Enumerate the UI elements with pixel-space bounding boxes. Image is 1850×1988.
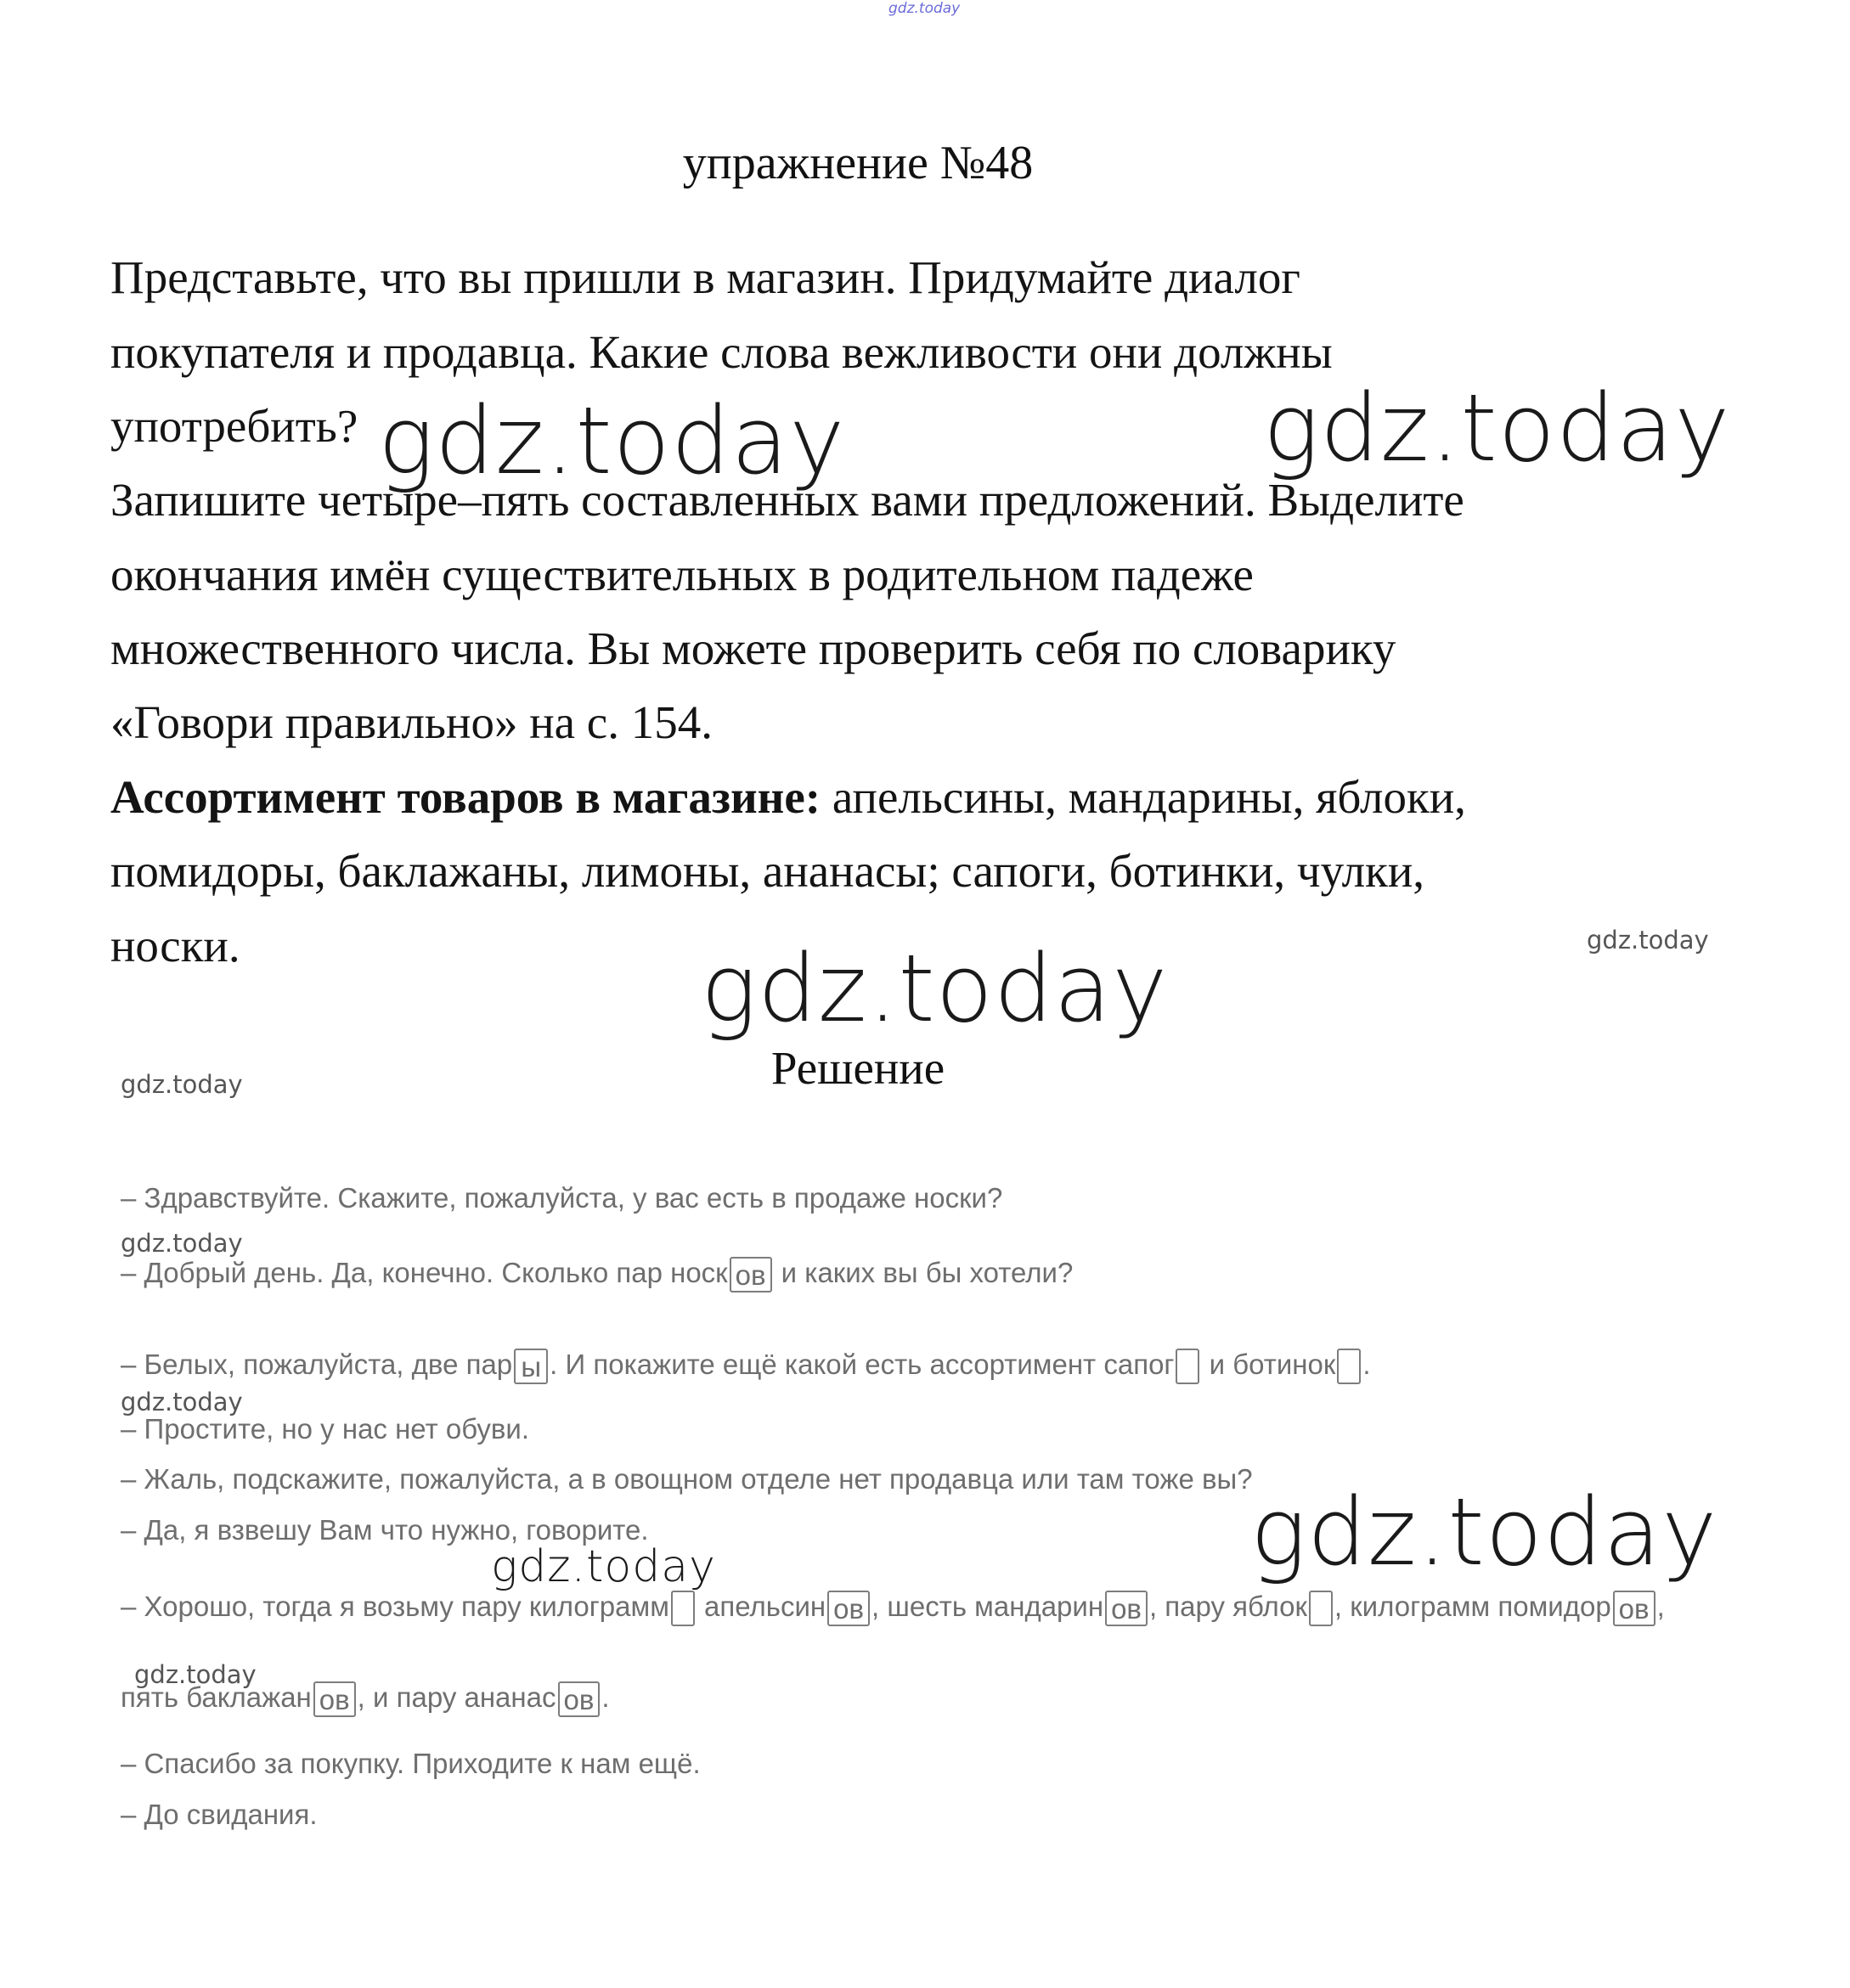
dialog-line-10: – До свидания. [121,1799,318,1830]
dialog-line-2 [121,1257,1073,1292]
dialog-text: , пару яблок [1148,1591,1307,1622]
dialog-text: – Белых, пожалуйста, две пар [121,1349,513,1380]
watermark-large: gdz.today [1250,1478,1718,1586]
assortment-items-1: апельсины, мандарины, яблоки, [821,771,1466,823]
assortment-line-1 [110,770,1466,824]
dialog-line-1: – Здравствуйте. Скажите, пожалуйста, у вас есть в продаже носки? [121,1182,1003,1214]
assortment-label: Ассортимент товаров в магазине: [110,771,821,823]
task-line-1: Представьте, что вы пришли в магазин. Придумайте диалог [110,251,1300,303]
dialog-line-3 [121,1349,1371,1384]
watermark-small: gdz.today [121,1070,243,1099]
assortment-line-3: носки. [110,920,240,971]
dialog-text: , и пару ананас [357,1681,556,1713]
task-line-4: Запишите четыре–пять составленных вами предложений. Выделите [110,474,1464,526]
ending-box: ов [1613,1591,1655,1626]
watermark-large: gdz.today [1263,374,1731,482]
task-line-6: множественного числа. Вы можете проверить себя по словарику [110,622,1396,674]
dialog-line-9: – Спасибо за покупку. Приходите к нам ещё. [121,1748,701,1779]
watermark-small: gdz.today [121,1388,243,1416]
empty-ending-box [1309,1591,1333,1626]
watermark-medium: gdz.today [491,1541,716,1592]
ending-box: ов [313,1681,356,1717]
dialog-text: и каких вы бы хотели? [773,1257,1074,1288]
assortment-line-2: помидоры, баклажаны, лимоны, ананасы; сапоги, ботинки, чулки, [110,845,1425,897]
dialog-text: , шесть мандарин [871,1591,1104,1622]
task-line-7: «Говори правильно» на с. 154. [110,696,713,748]
dialog-line-4: – Простите, но у нас нет обуви. [121,1413,530,1445]
dialog-text: – Хорошо, тогда я возьму пару килограмм [121,1591,669,1622]
dialog-line-5: – Жаль, подскажите, пожалуйста, а в овощном отделе нет продавца или там тоже вы? [121,1463,1253,1495]
empty-ending-box [1337,1349,1361,1384]
dialog-line-7 [121,1591,1665,1626]
watermark-small: gdz.today [134,1660,257,1689]
header-watermark: gdz.today [888,0,961,17]
ending-box: ов [827,1591,870,1626]
watermark-small: gdz.today [121,1229,243,1258]
watermark-large: gdz.today [701,934,1169,1043]
dialog-text: , килограмм помидор [1334,1591,1611,1622]
empty-ending-box [1176,1349,1199,1384]
dialog-text: . И покажите ещё какой есть ассортимент сапог [550,1349,1175,1380]
watermark-small: gdz.today [1587,926,1709,955]
dialog-line-6: – Да, я взвешу Вам что нужно, говорите. [121,1514,649,1546]
dialog-text: , [1656,1591,1665,1622]
dialog-text: . [1362,1349,1371,1380]
task-line-3: употребить? [110,400,358,452]
dialog-text: – Добрый день. Да, конечно. Сколько пар носк [121,1257,728,1288]
dialog-text: и ботинок [1201,1349,1336,1380]
page-title: упражнение №48 [682,137,1034,189]
watermark-large: gdz.today [378,386,846,495]
task-line-5: окончания имён существительных в родительном падеже [110,549,1254,600]
dialog-text: . [601,1681,610,1713]
ending-box: ов [558,1681,601,1717]
empty-ending-box [671,1591,695,1626]
task-line-2: покупателя и продавца. Какие слова вежливости они должны [110,326,1333,378]
ending-box: ов [730,1257,772,1292]
ending-box: ы [514,1349,548,1384]
solution-title: Решение [770,1042,945,1094]
ending-box: ов [1105,1591,1148,1626]
dialog-text: пять баклажан [121,1681,312,1713]
dialog-text: апельсин [696,1591,826,1622]
